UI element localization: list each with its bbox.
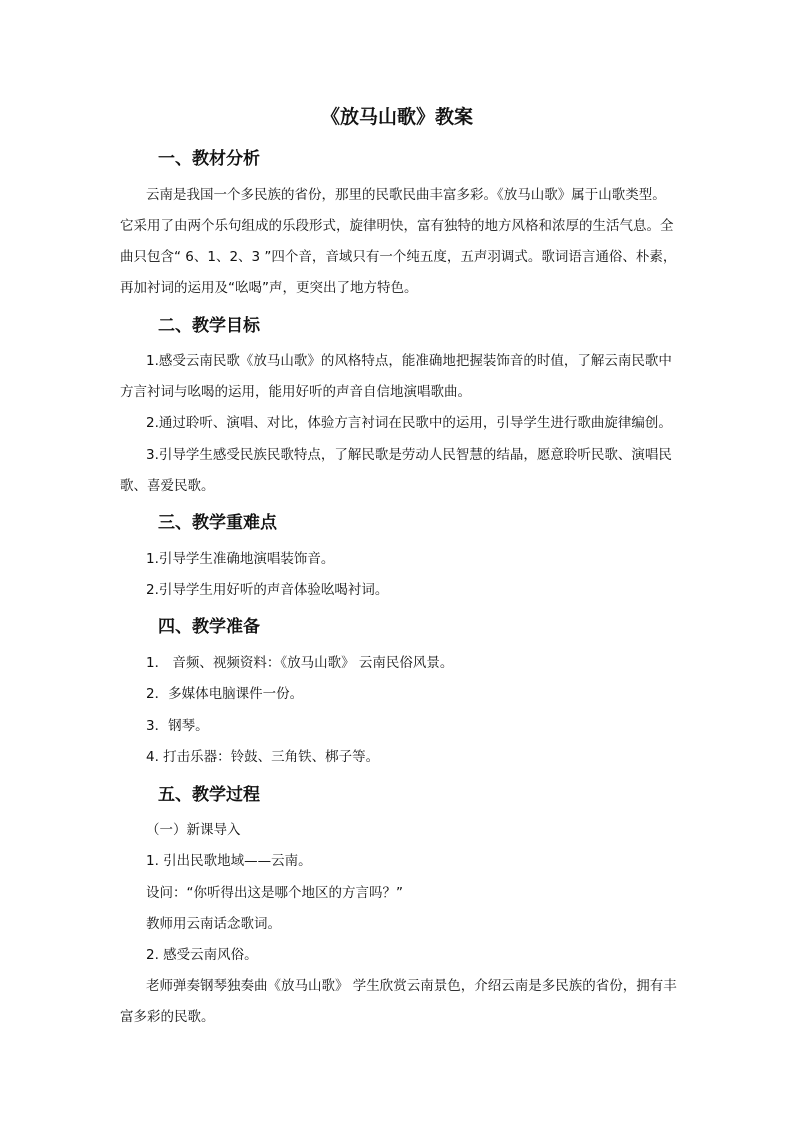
paragraph-objective-3: 3.引导学生感受民族民歌特点，了解民歌是劳动人民智慧的结晶，愿意聆听民歌、演唱民歌、喜爱民歌。 xyxy=(120,447,672,494)
paragraph-process-piano: 老师弹奏钢琴独奏曲《放马山歌》 学生欣赏云南景色，介绍云南是多民族的省份，拥有丰富多彩的民歌。 xyxy=(120,978,677,1025)
paragraph-preparation-2: 2．多媒体电脑课件一份。 xyxy=(146,686,304,702)
document-title: 《放马山歌》教案 xyxy=(320,106,473,128)
paragraph-objective-2: 2.通过聆听、演唱、对比，体验方言衬词在民歌中的运用，引导学生进行歌曲旋律编创。 xyxy=(146,415,672,431)
paragraph-objective-1: 1.感受云南民歌《放马山歌》的风格特点，能准确地把握装饰音的时值，了解云南民歌中方言衬词与吆喝的运用，能用好听的声音自信地演唱歌曲。 xyxy=(120,353,672,400)
paragraph-preparation-1: 1． 音频、视频资料：《放马山歌》 云南民俗风景。 xyxy=(146,655,454,671)
section-heading-preparation: 四、教学准备 xyxy=(158,617,260,637)
paragraph-key-point-2: 2.引导学生用好听的声音体验吆喝衬词。 xyxy=(146,582,389,598)
paragraph-process-subheading: （一）新课导入 xyxy=(146,822,241,838)
paragraph-preparation-3: 3．钢琴。 xyxy=(146,718,209,734)
paragraph-key-point-1: 1.引导学生准确地演唱装饰音。 xyxy=(146,551,335,567)
paragraph-process-1: 1. 引出民歌地域——云南。 xyxy=(146,853,312,869)
paragraph-process-2: 2. 感受云南风俗。 xyxy=(146,947,258,963)
paragraph-process-teacher: 教师用云南话念歌词。 xyxy=(146,916,281,932)
section-heading-process: 五、教学过程 xyxy=(158,785,260,805)
section-heading-objectives: 二、教学目标 xyxy=(158,316,260,336)
section-heading-key-points: 三、教学重难点 xyxy=(158,513,277,533)
paragraph-materials-analysis: 云南是我国一个多民族的省份，那里的民歌民曲丰富多彩。《放马山歌》属于山歌类型。它采用了由两个乐句组成的乐段形式，旋律明快，富有独特的地方风格和浓厚的生活气息。全曲只包含“ 6、1、2、3 ”四个音，音域只有一个纯五度，五声羽调式。歌词语言通俗、朴素，再加衬词的运用及“吆喝”声，更突出了地方特色。 xyxy=(120,187,677,296)
paragraph-process-question: 设问：“你听得出这是哪个地区的方言吗？” xyxy=(146,885,403,901)
section-heading-materials: 一、教材分析 xyxy=(158,149,260,169)
paragraph-preparation-4: 4. 打击乐器：铃鼓、三角铁、梆子等。 xyxy=(146,749,380,765)
